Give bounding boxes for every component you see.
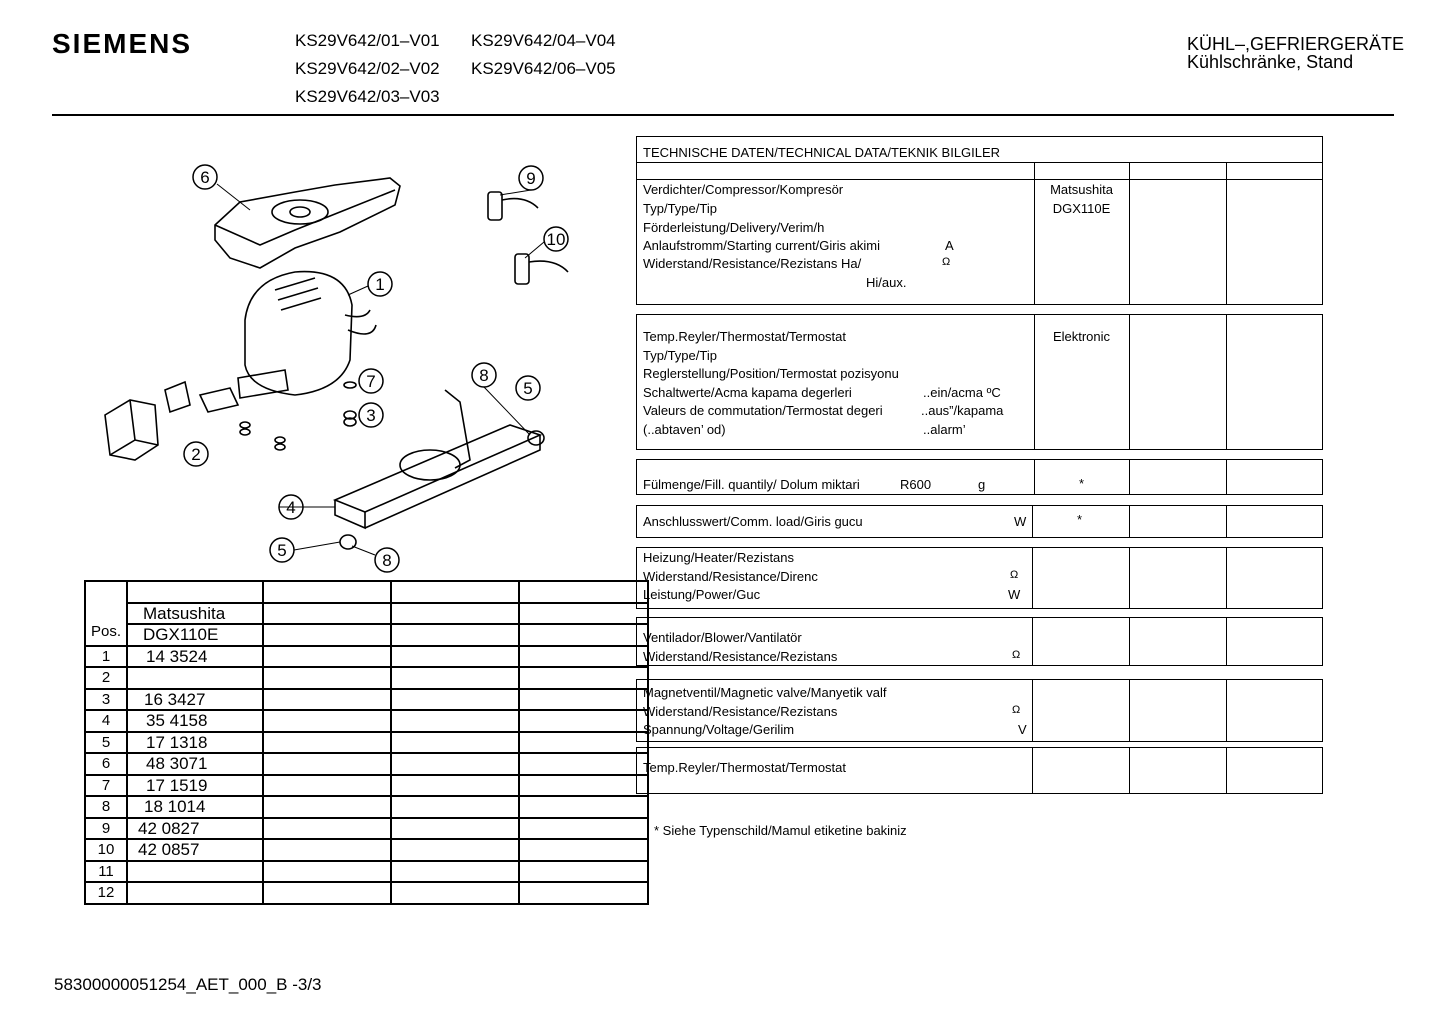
- category-title: KÜHL–,GEFRIERGERÄTE: [1187, 34, 1405, 54]
- table-row: 11: [85, 861, 648, 883]
- model-header: DGX110E: [127, 624, 263, 646]
- table-row: 8 18 1014: [85, 796, 648, 818]
- callout-label: 8: [382, 551, 392, 570]
- table-row: 6 48 3071: [85, 753, 648, 775]
- table-row: 3 16 3427: [85, 689, 648, 711]
- callout-label: 3: [366, 406, 376, 425]
- maker-header: Matsushita: [127, 603, 263, 625]
- table-row: 7 17 1519: [85, 775, 648, 797]
- model-number: KS29V642/04–V04: [471, 31, 616, 50]
- tech-data-title: TECHNISCHE DATEN/TECHNICAL DATA/TEKNIK BILGILER: [643, 145, 1001, 160]
- table-row: 12: [85, 882, 648, 904]
- thermostat-section: Temp.Reyler/Thermostat/Termostat Typ/Type/Tip Reglerstellung/Position/Termostat pozisyonu Schaltwerte/Acma kapama degerleri Valeurs de commutation/Termostat degeri (..abtaven’ od) ..ein/acma ºC ..aus”/kapama ..alarm’ Elektronic: [636, 314, 1323, 450]
- model-number: KS29V642/02–V02: [295, 59, 440, 78]
- subcategory-title: Kühlschränke, Stand: [1187, 52, 1354, 72]
- table-row: 9 42 0827: [85, 818, 648, 840]
- callout-label: 5: [523, 379, 533, 398]
- brand-logo: SIEMENS: [52, 28, 193, 59]
- parts-table: [84, 580, 649, 905]
- header-divider: [52, 114, 1394, 116]
- compressor-type: DGX110E: [1052, 201, 1111, 216]
- thermostat-value: Elektronic: [1052, 329, 1111, 344]
- table-row: 10 42 0857: [85, 839, 648, 861]
- table-row: 1 14 3524: [85, 646, 648, 668]
- table-row: 2: [85, 667, 648, 689]
- callout-label: 5: [277, 541, 287, 560]
- callout-label: 9: [526, 169, 536, 188]
- callout-label: 8: [479, 366, 489, 385]
- footnote: * Siehe Typenschild/Mamul etiketine bakiniz: [654, 823, 907, 838]
- tech-data-header: [636, 136, 1323, 180]
- callout-label: 6: [200, 168, 210, 187]
- exploded-parts-diagram: [90, 150, 566, 580]
- blower-section: Ventilador/Blower/Vantilatör Widerstand/Resistance/Rezistans Ω: [636, 617, 1323, 666]
- callout-label: 7: [366, 372, 376, 391]
- heater-section: Heizung/Heater/Rezistans Widerstand/Resistance/Direnc Leistung/Power/Guc Ω W: [636, 547, 1323, 609]
- model-number: KS29V642/03–V03: [295, 87, 440, 106]
- thermostat2-section: Temp.Reyler/Thermostat/Termostat: [636, 747, 1323, 794]
- table-row: 5 17 1318: [85, 732, 648, 754]
- valve-section: Magnetventil/Magnetic valve/Manyetik valf Widerstand/Resistance/Rezistans Spannung/Voltage/Gerilim Ω V: [636, 679, 1323, 742]
- callout-label: 1: [375, 275, 385, 294]
- model-number: KS29V642/06–V05: [471, 59, 616, 78]
- table-row: 4 35 4158: [85, 710, 648, 732]
- model-number: KS29V642/01–V01: [295, 31, 440, 50]
- compressor-section: Verdichter/Compressor/Kompresör Typ/Type/Tip Förderleistung/Delivery/Verim/h Anlaufstromm/Starting current/Giris akimi Widerstand/Resistance/Rezistans Ha/ Hi/aux. A Ω Matsushita DGX110E: [636, 179, 1323, 305]
- compressor-maker: Matsushita: [1050, 182, 1113, 197]
- fill-section: Fülmenge/Fill. quantily/ Dolum miktari R600 g *: [636, 459, 1323, 495]
- pos-header: Pos.: [85, 581, 127, 646]
- callout-label: 10: [546, 230, 566, 249]
- callout-label: 4: [286, 498, 296, 517]
- document-id: 58300000051254_AET_000_B -3/3: [54, 975, 322, 994]
- callout-label: 2: [191, 445, 201, 464]
- load-section: Anschlusswert/Comm. load/Giris gucu W *: [636, 505, 1323, 538]
